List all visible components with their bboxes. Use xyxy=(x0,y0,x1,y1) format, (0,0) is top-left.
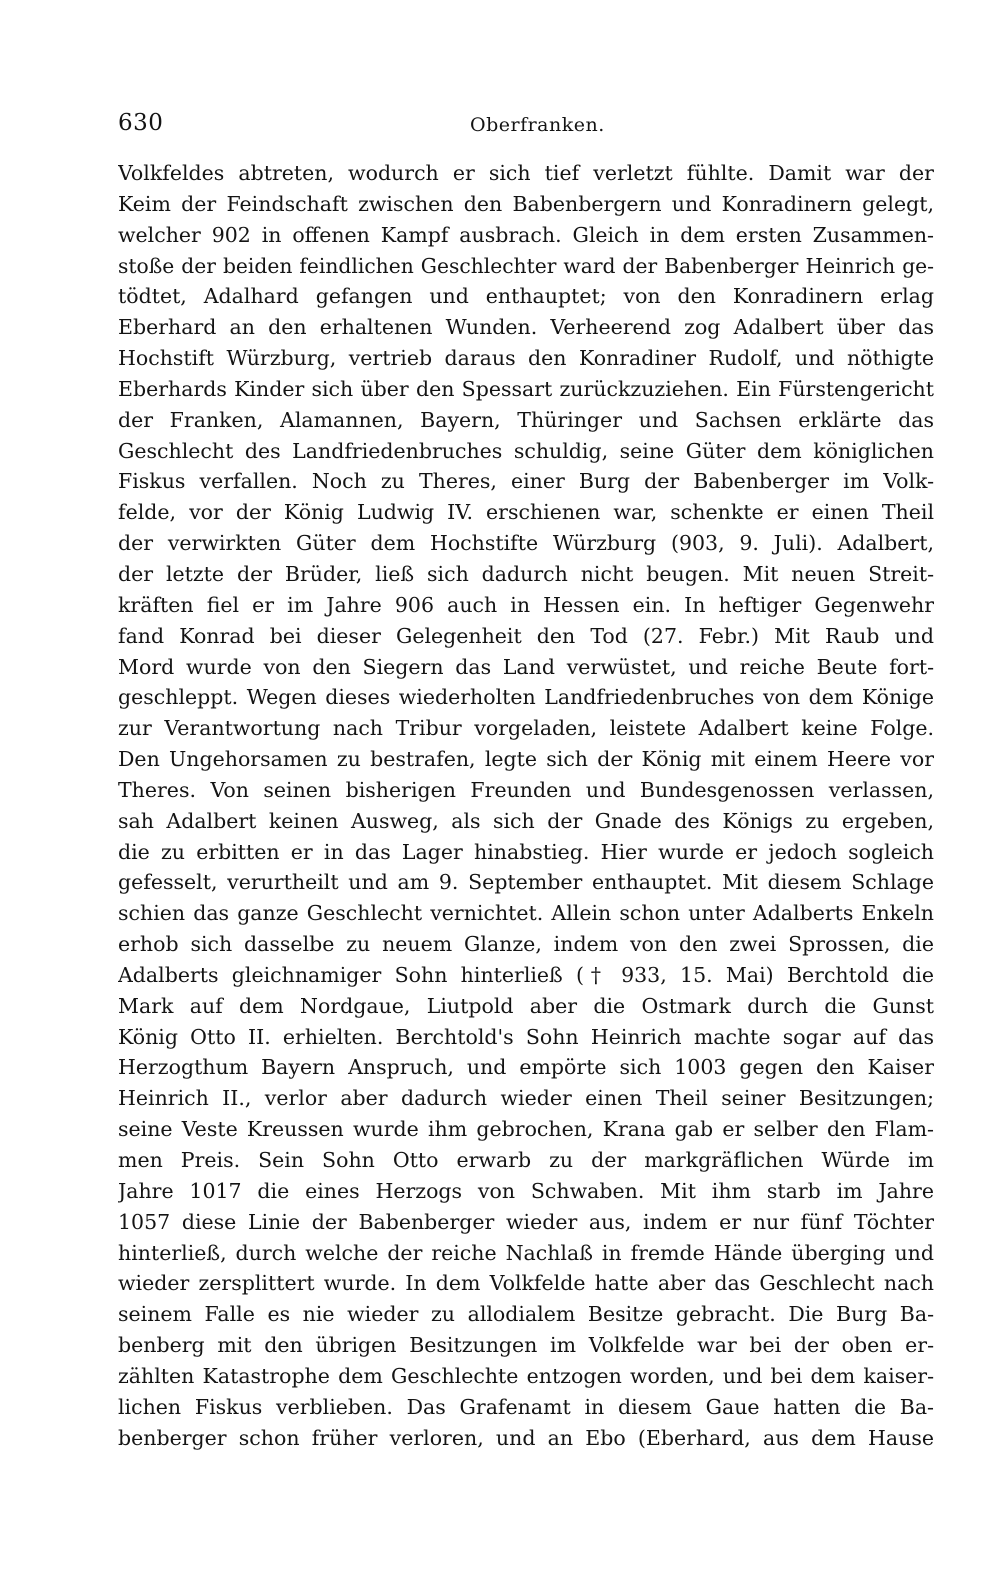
text-line: tödtet, Adalhard gefangen und enthauptet; von den Konradinern erlag xyxy=(118,284,934,309)
text-line: 1057 diese Linie der Babenberger wieder aus, indem er nur fünf Töchter xyxy=(118,1209,934,1234)
page-header xyxy=(118,108,934,138)
body-text xyxy=(118,158,934,1453)
text-line: fand Konrad bei dieser Gelegenheit den Tod (27. Febr.) Mit Raub und xyxy=(118,623,934,648)
text-line: Mord wurde von den Siegern das Land verwüstet, und reiche Beute fort- xyxy=(118,654,934,679)
running-title: Oberfranken. xyxy=(470,114,605,136)
text-line: Den Ungehorsamen zu bestrafen, legte sich der König mit einem Heere vor xyxy=(118,747,934,772)
text-line: benberger schon früher verloren, und an Ebo (Eberhard, aus dem Hause xyxy=(118,1425,934,1450)
text-line: felde, vor der König Ludwig IV. erschienen war, schenkte er einen Theil xyxy=(118,500,934,525)
page-number: 630 xyxy=(118,110,164,136)
text-line: schien das ganze Geschlecht vernichtet. Allein schon unter Adalberts Enkeln xyxy=(118,901,934,926)
text-line: Fiskus verfallen. Noch zu Theres, einer Burg der Babenberger im Volk- xyxy=(118,469,934,494)
text-line: men Preis. Sein Sohn Otto erwarb zu der markgräflichen Würde im xyxy=(118,1148,934,1172)
text-line: Eberhards Kinder sich über den Spessart zurückzuziehen. Ein Fürstengericht xyxy=(118,376,934,401)
text-line: welcher 902 in offenen Kampf ausbrach. Gleich in dem ersten Zusammen- xyxy=(118,222,934,247)
text-line: Geschlecht des Landfriedenbruches schuldig, seine Güter dem königlichen xyxy=(118,438,934,463)
text-line: der Franken, Alamannen, Bayern, Thüringer und Sachsen erklärte das xyxy=(118,407,934,432)
text-line: Eberhard an den erhaltenen Wunden. Verheerend zog Adalbert über das xyxy=(118,315,934,340)
text-line: Herzogthum Bayern Anspruch, und empörte sich 1003 gegen den Kaiser xyxy=(118,1055,934,1080)
text-line: Adalberts gleichnamiger Sohn hinterließ († 933, 15. Mai) Berchtold die xyxy=(118,962,934,987)
text-line: Heinrich II., verlor aber dadurch wieder einen Theil seiner Besitzungen; xyxy=(118,1086,934,1111)
text-line: seine Veste Kreussen wurde ihm gebrochen, Krana gab er selber den Flam- xyxy=(118,1117,934,1142)
text-line: benberg mit den übrigen Besitzungen im Volkfelde war bei der oben er- xyxy=(118,1333,934,1358)
text-line: gefesselt, verurtheilt und am 9. September enthauptet. Mit diesem Schlage xyxy=(118,870,934,895)
text-line: kräften fiel er im Jahre 906 auch in Hessen ein. In heftiger Gegenwehr xyxy=(118,592,934,617)
text-line: wieder zersplittert wurde. In dem Volkfelde hatte aber das Geschlecht nach xyxy=(118,1271,934,1296)
text-line: der letzte der Brüder, ließ sich dadurch nicht beugen. Mit neuen Streit- xyxy=(118,561,934,586)
text-line: Mark auf dem Nordgaue, Liutpold aber die Ostmark durch die Gunst xyxy=(118,993,934,1018)
text-line: stoße der beiden feindlichen Geschlechter ward der Babenberger Heinrich ge- xyxy=(118,253,934,278)
text-line: sah Adalbert keinen Ausweg, als sich der Gnade des Königs zu ergeben, xyxy=(118,808,934,833)
text-line: Keim der Feindschaft zwischen den Babenbergern und Konradinern gelegt, xyxy=(118,191,934,216)
text-line: die zu erbitten er in das Lager hinabstieg. Hier wurde er jedoch sogleich xyxy=(118,839,934,864)
text-line: hinterließ, durch welche der reiche Nachlaß in fremde Hände überging und xyxy=(118,1240,934,1265)
text-line: seinem Falle es nie wieder zu allodialem Besitze gebracht. Die Burg Ba- xyxy=(118,1302,934,1327)
text-line: Volkfeldes abtreten, wodurch er sich tief verletzt fühlte. Damit war der xyxy=(118,161,934,185)
text-line: zur Verantwortung nach Tribur vorgeladen, leistete Adalbert keine Folge. xyxy=(118,716,934,741)
text-line: Theres. Von seinen bisherigen Freunden und Bundesgenossen verlassen, xyxy=(118,777,934,802)
text-line: Hochstift Würzburg, vertrieb daraus den Konradiner Rudolf, und nöthigte xyxy=(118,346,934,371)
text-line: geschleppt. Wegen dieses wiederholten Landfriedenbruches von dem Könige xyxy=(118,685,934,710)
text-line: König Otto II. erhielten. Berchtold's Sohn Heinrich machte sogar auf das xyxy=(118,1024,934,1049)
text-line: zählten Katastrophe dem Geschlechte entzogen worden, und bei dem kaiser- xyxy=(118,1363,934,1388)
text-line: erhob sich dasselbe zu neuem Glanze, indem von den zwei Sprossen, die xyxy=(118,932,934,957)
text-line: Jahre 1017 die eines Herzogs von Schwaben. Mit ihm starb im Jahre xyxy=(118,1178,934,1203)
text-line: lichen Fiskus verblieben. Das Grafenamt in diesem Gaue hatten die Ba- xyxy=(118,1394,934,1419)
text-line: der verwirkten Güter dem Hochstifte Würzburg (903, 9. Juli). Adalbert, xyxy=(118,531,934,556)
